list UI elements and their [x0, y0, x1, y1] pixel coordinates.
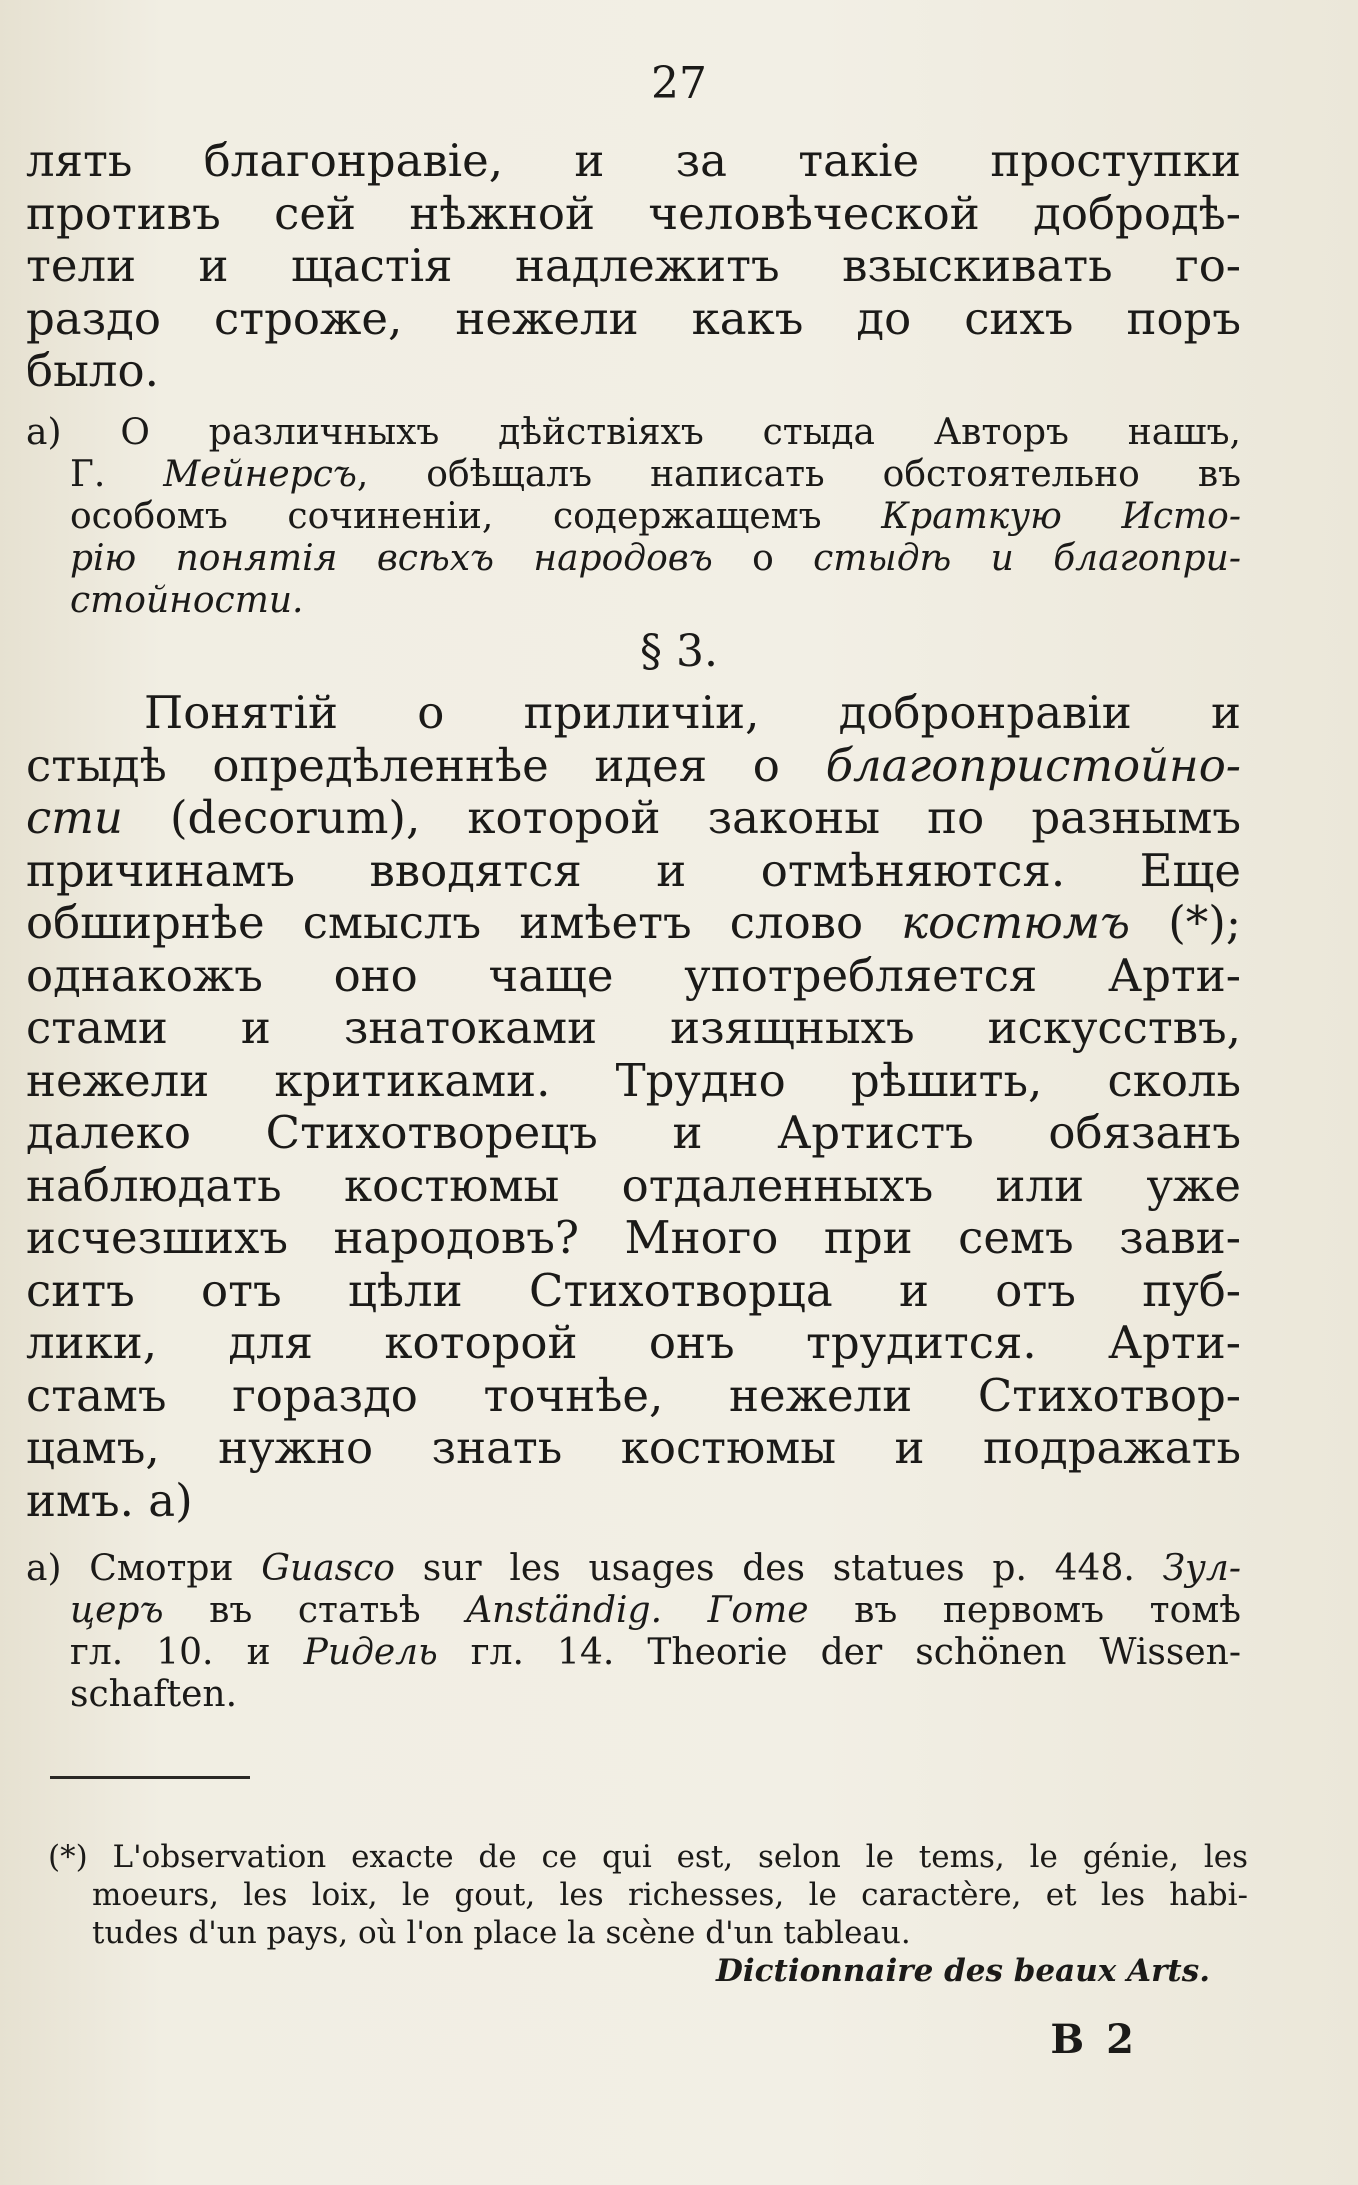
footnote-line: [26, 1590, 1241, 1632]
paragraph-1: [26, 135, 1241, 398]
footnote-text: особомъ сочиненіи, содержащемъ: [70, 496, 822, 537]
text-line: Понятій о приличіи, добронравіи и: [144, 686, 1241, 739]
footnote-text: , обѣщалъ написать обстоятельно въ: [356, 454, 1241, 495]
text-line: [26, 792, 1241, 845]
emphasis-term: благопристойно-: [825, 738, 1241, 792]
work-title: рію понятія всѣхъ народовъ: [70, 538, 713, 579]
footnote-a-1: [26, 412, 1241, 622]
author-name: Мейнерсъ: [163, 454, 357, 495]
footnote-star: [48, 1838, 1248, 1990]
author-name: Guasco: [261, 1548, 395, 1589]
footnote-divider: [50, 1776, 250, 1779]
work-title: Anständig. Гоme: [466, 1590, 809, 1631]
text-line: ситъ отъ цѣли Стихотворца и отъ пуб-: [26, 1263, 1241, 1317]
text-span: (decorum), которой законы по разнымъ: [169, 791, 1241, 844]
footnote-text: Смотри: [89, 1548, 234, 1589]
footnote-text: гл. 14. Theorie der schönen Wissen-: [470, 1632, 1242, 1673]
footnote-line: tudes d'un pays, où l'on place la scène d'un tableau.: [92, 1915, 911, 1951]
footnote-text: гл. 10. и: [70, 1632, 271, 1673]
footnote-text: О различныхъ дѣйствіяхъ стыда Авторъ нашъ,: [120, 412, 1241, 453]
work-title: стойности.: [70, 580, 304, 621]
text-span: обширнѣе смыслъ имѣетъ слово: [26, 896, 864, 949]
text-line: лики, для которой онъ трудится. Арти-: [26, 1316, 1241, 1369]
emphasis-term: костюмъ: [901, 896, 1131, 949]
text-span: стыдѣ опредѣленнѣе идея о: [26, 738, 780, 792]
printer-signature-mark: В 2: [1050, 2016, 1138, 2063]
footnote-line: [26, 496, 1241, 538]
text-line: стамъ гораздо точнѣе, нежели Стихотвор-: [26, 1368, 1241, 1422]
footnote-marker: a): [26, 412, 62, 453]
emphasis-term: сти: [26, 791, 123, 844]
footnote-text: sur les usages des statues p. 448.: [422, 1548, 1135, 1589]
section-heading: § 3.: [640, 626, 718, 677]
text-line: раздо строже, нежели какъ до сихъ поръ: [26, 291, 1241, 345]
footnote-line: [26, 1632, 1241, 1674]
work-title: Краткую Исто-: [881, 496, 1241, 537]
author-name: церъ: [70, 1590, 164, 1631]
footnote-a-2: [26, 1548, 1241, 1716]
text-line: имъ. а): [26, 1473, 193, 1527]
text-line: однакожъ оно чаще употребляется Арти-: [26, 948, 1241, 1002]
footnote-line: moeurs, les loix, le gout, les richesses, le caractère, et les habi-: [92, 1877, 1248, 1913]
text-line: стами и знатоками изящныхъ искусствъ,: [26, 1001, 1241, 1054]
text-line: противъ сей нѣжной человѣческой добродѣ-: [26, 186, 1241, 240]
footnote-line: [26, 412, 1241, 454]
paragraph-2: [26, 687, 1241, 1527]
text-line: цамъ, нужно знать костюмы и подражать: [26, 1421, 1241, 1474]
text-line: исчезшихъ народовъ? Много при семъ зави-: [26, 1211, 1241, 1264]
text-line: нежели критиками. Трудно рѣшить, сколь: [26, 1053, 1241, 1107]
footnote-text: въ статьѣ: [209, 1590, 421, 1631]
footnote-line: [26, 580, 1241, 622]
text-line: лять благонравіе, и за такіе проступки: [26, 134, 1241, 187]
text-line: [26, 740, 1241, 793]
footnote-line: schaften.: [70, 1674, 238, 1715]
text-line: причинамъ вводятся и отмѣняются. Еще: [26, 843, 1241, 897]
footnote-line: [26, 454, 1241, 496]
text-line: [26, 897, 1241, 950]
text-line: тели и щастія надлежитъ взыскивать го-: [26, 239, 1241, 292]
page-number: 27: [651, 58, 707, 109]
footnote-text: Г.: [70, 454, 106, 495]
footnote-line: (*) L'observation exacte de ce qui est, selon le tems, le génie, les: [48, 1839, 1248, 1875]
author-name: Ридель: [303, 1632, 438, 1673]
author-name: Зул-: [1162, 1548, 1241, 1589]
footnote-line: [26, 538, 1241, 580]
text-line: было.: [26, 344, 159, 397]
footnote-ref: (*);: [1168, 896, 1241, 949]
text-line: наблюдать костюмы отдаленныхъ или уже: [26, 1158, 1241, 1212]
text-line: далеко Стихотворецъ и Артистъ обязанъ: [26, 1106, 1241, 1159]
footnote-text: о: [752, 538, 774, 579]
work-title: стыдѣ и благопри-: [813, 538, 1241, 579]
footnote-marker: а): [26, 1548, 62, 1589]
footnote-text: въ первомъ томѣ: [854, 1590, 1241, 1631]
footnote-source: Dictionnaire des beaux Arts.: [716, 1953, 1210, 1989]
footnote-line: [26, 1548, 1241, 1590]
